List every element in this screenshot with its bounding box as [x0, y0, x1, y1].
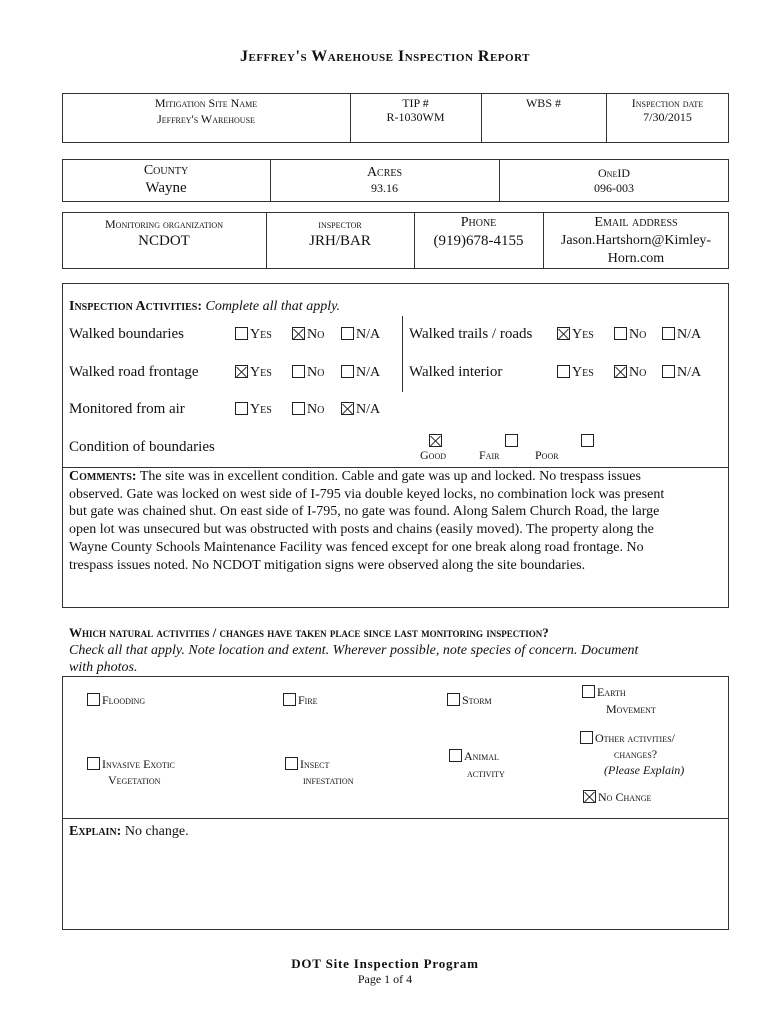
natural-instruction-line-2: with photos.: [69, 660, 138, 675]
walked-frontage-na[interactable]: [341, 365, 380, 381]
acres-value: 93.16: [371, 181, 398, 195]
walked-boundaries-yes[interactable]: [235, 327, 272, 343]
monitored-air-na[interactable]: [341, 402, 380, 418]
walked-boundaries-no[interactable]: [292, 327, 324, 343]
comments-label: Comments:: [69, 469, 137, 484]
checkbox-icon: [235, 402, 248, 415]
comments-line-3: but gate was chained shut. On east side of I-795, no gate was found. Along Salem Church Road, the large: [69, 504, 660, 520]
explain-label: Explain:: [69, 824, 122, 839]
option-label: No: [307, 365, 325, 380]
tip-label: TIP #: [402, 96, 429, 110]
checkbox-icon: [341, 365, 354, 378]
comments-block: [69, 468, 725, 574]
option-label: Yes: [250, 327, 272, 342]
email-value-line-2: Horn.com: [607, 251, 665, 266]
insect-label-2: infestation: [303, 773, 354, 787]
checkbox-icon: [292, 365, 305, 378]
option-label: Invasive Exotic: [102, 757, 175, 771]
walked-trails-no[interactable]: [614, 327, 646, 343]
monitored-air-yes[interactable]: [235, 402, 272, 418]
walked-boundaries-na[interactable]: [341, 327, 380, 343]
option-label: Other activities/: [595, 731, 675, 745]
checkbox-icon: [447, 693, 460, 706]
option-label: No: [629, 365, 647, 380]
option-label: Yes: [250, 365, 272, 380]
option-label: Flooding: [102, 693, 146, 707]
checkbox-icon: [662, 365, 675, 378]
checkbox-checked-icon: [235, 365, 248, 378]
invasive-option[interactable]: [87, 757, 175, 772]
condition-good-checkbox[interactable]: [429, 434, 442, 447]
acres-label: Acres: [366, 165, 403, 180]
checkbox-icon: [614, 327, 627, 340]
option-label: No Change: [598, 790, 652, 804]
walked-trails-na[interactable]: [662, 327, 701, 343]
wbs-label: WBS #: [525, 96, 561, 110]
checkbox-icon: [341, 327, 354, 340]
county-label: County: [143, 163, 189, 178]
site-name-value: Jeffrey's Warehouse: [157, 112, 255, 126]
email-value-line-1: Jason.Hartshorn@Kimley-: [560, 233, 712, 248]
condition-fair-checkbox[interactable]: [505, 434, 518, 447]
option-label: N/A: [356, 327, 381, 342]
checkbox-icon: [87, 693, 100, 706]
checkbox-checked-icon: [614, 365, 627, 378]
earth-movement-label-2: Movement: [606, 702, 656, 716]
checkbox-checked-icon: [341, 402, 354, 415]
checkbox-checked-icon: [557, 327, 570, 340]
tip-value: R-1030WM: [386, 110, 445, 124]
natural-instruction-line-1: Check all that apply. Note location and extent. Wherever possible, note species of concern. Document: [69, 643, 639, 658]
option-label: Storm: [462, 693, 492, 707]
footer-program: DOT Site Inspection Program: [291, 956, 479, 971]
no-change-option[interactable]: [583, 790, 651, 805]
walked-frontage-no[interactable]: [292, 365, 324, 381]
checkbox-icon: [557, 365, 570, 378]
inspector-label: inspector: [318, 217, 362, 231]
walked-trails-yes[interactable]: [557, 327, 594, 343]
activities-heading: [69, 299, 340, 315]
oneid-label: OneID: [598, 166, 630, 180]
insect-option[interactable]: [285, 757, 329, 772]
org-label: Monitoring organization: [105, 217, 223, 231]
condition-fair-label: Fair: [479, 448, 500, 462]
other-label-3: (Please Explain): [604, 763, 685, 777]
county-value: Wayne: [145, 180, 187, 196]
checkbox-icon: [285, 757, 298, 770]
fire-option[interactable]: [283, 693, 318, 708]
walked-interior-yes[interactable]: [557, 365, 594, 381]
option-label: N/A: [356, 365, 381, 380]
option-label: Earth: [597, 685, 626, 699]
checkbox-icon: [292, 402, 305, 415]
animal-option[interactable]: [449, 749, 499, 764]
checkbox-icon: [582, 685, 595, 698]
option-label: Yes: [572, 327, 594, 342]
walked-interior-no[interactable]: [614, 365, 646, 381]
walked-boundaries-label: Walked boundaries: [69, 326, 185, 342]
invasive-label-2: Vegetation: [108, 773, 161, 787]
phone-label: Phone: [460, 215, 497, 230]
option-label: N/A: [356, 402, 381, 417]
site-name-label: Mitigation Site Name: [154, 96, 258, 110]
storm-option[interactable]: [447, 693, 492, 708]
activities-heading-label: Inspection Activities:: [69, 299, 202, 314]
inspection-date-label: Inspection date: [631, 96, 704, 110]
earth-movement-option[interactable]: [582, 685, 626, 700]
option-label: No: [629, 327, 647, 342]
explain-block: [69, 824, 189, 840]
activities-instruction: Complete all that apply.: [205, 299, 341, 314]
walked-frontage-label: Walked road frontage: [69, 364, 199, 380]
option-label: No: [307, 327, 325, 342]
walked-trails-label: Walked trails / roads: [409, 326, 533, 342]
checkbox-icon: [283, 693, 296, 706]
walked-interior-na[interactable]: [662, 365, 701, 381]
other-label-2: changes?: [614, 747, 658, 761]
checkbox-icon: [580, 731, 593, 744]
comments-line-2: observed. Gate was locked on west side of I-795 via double keyed locks, no combination lock was present: [69, 486, 665, 502]
option-label: Fire: [298, 693, 318, 707]
option-label: No: [307, 402, 325, 417]
monitored-air-label: Monitored from air: [69, 401, 185, 417]
condition-poor-checkbox[interactable]: [581, 434, 594, 447]
checkbox-icon: [449, 749, 462, 762]
walked-interior-label: Walked interior: [409, 364, 503, 380]
footer-page-number: Page 1 of 4: [357, 972, 413, 986]
checkbox-icon: [662, 327, 675, 340]
option-label: Yes: [250, 402, 272, 417]
monitored-air-no[interactable]: [292, 402, 324, 418]
flooding-option[interactable]: [87, 693, 145, 708]
natural-activities-heading: Which natural activities / changes have taken place since last monitoring inspection?: [69, 625, 549, 640]
page-title: Jeffrey's Warehouse Inspection Report: [240, 48, 530, 65]
inspector-value: JRH/BAR: [309, 233, 371, 249]
comments-line-1: The site was in excellent condition. Cable and gate was up and locked. No trespass issues: [139, 469, 641, 484]
org-value: NCDOT: [138, 233, 190, 249]
comments-line-5: Wayne County Schools Maintenance Facility was fenced except for one break along road frontage. No: [69, 539, 644, 555]
explain-value: No change.: [124, 824, 189, 839]
condition-poor-label: Poor: [535, 448, 559, 462]
option-label: N/A: [677, 365, 702, 380]
walked-frontage-yes[interactable]: [235, 365, 272, 381]
divider: [62, 818, 729, 819]
other-option[interactable]: [580, 731, 675, 746]
checkbox-icon: [87, 757, 100, 770]
option-label: Animal: [464, 749, 499, 763]
option-label: N/A: [677, 327, 702, 342]
checkbox-checked-icon: [292, 327, 305, 340]
animal-label-2: activity: [467, 766, 505, 780]
option-label: Yes: [572, 365, 594, 380]
condition-good-label: Good: [420, 448, 446, 462]
condition-label: Condition of boundaries: [69, 439, 215, 455]
comments-line-4: open lot was unsecured but was obstructed with posts and chains (easily moved). The property along the: [69, 522, 654, 538]
checkbox-icon: [235, 327, 248, 340]
comments-line-6: trespass issues noted. No NCDOT mitigation signs were observed along the site boundaries.: [69, 557, 586, 573]
checkbox-checked-icon: [583, 790, 596, 803]
option-label: Insect: [300, 757, 330, 771]
oneid-value: 096-003: [594, 181, 634, 195]
divider: [402, 316, 403, 392]
inspection-date-value: 7/30/2015: [643, 110, 692, 124]
email-label: Email address: [594, 215, 678, 230]
phone-value: (919)678-4155: [433, 233, 524, 249]
